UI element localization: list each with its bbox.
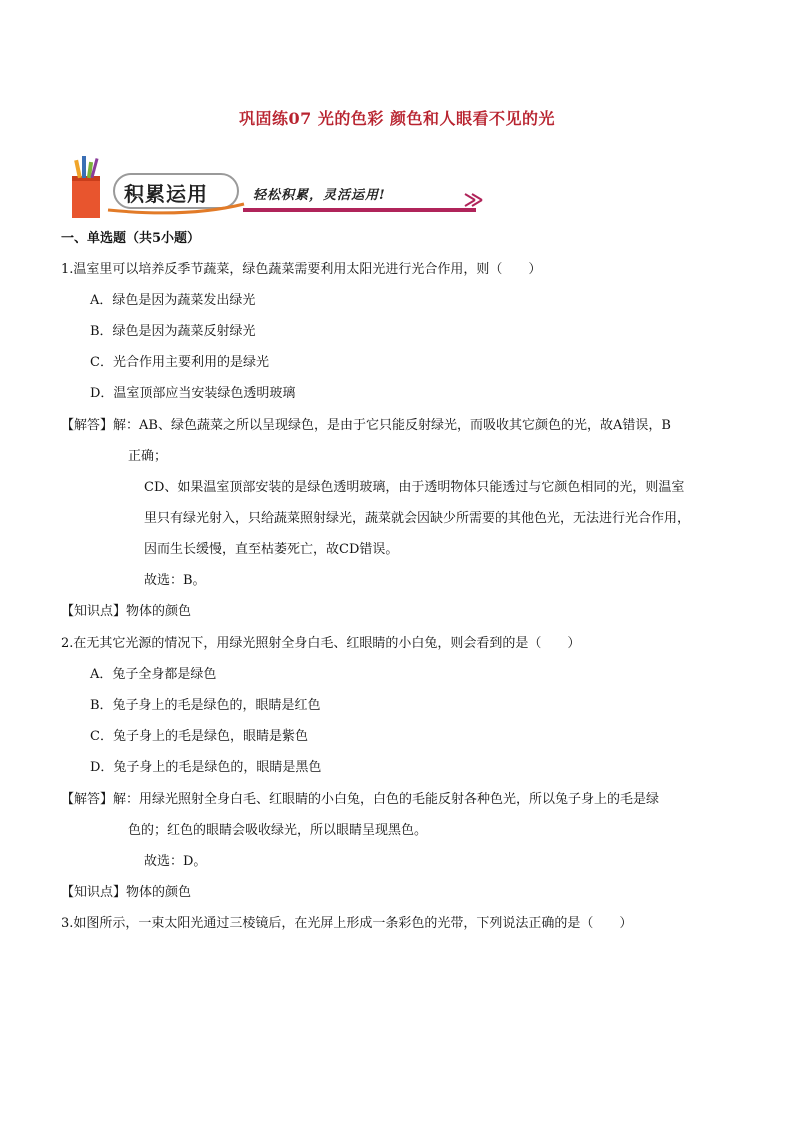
question-2-answer-line: 故选：D。: [144, 854, 207, 869]
question-1-knowledge: 【知识点】物体的颜色: [61, 604, 192, 619]
question-2-knowledge: 【知识点】物体的颜色: [61, 885, 192, 900]
question-1-option-c: C．光合作用主要利用的是绿光: [90, 355, 269, 370]
question-2-stem: 2.在无其它光源的情况下，用绿光照射全身白毛、红眼睛的小白兔，则会看到的是（ ）: [61, 636, 581, 651]
section-banner: [68, 154, 488, 224]
double-arrow-icon: [465, 194, 482, 206]
question-2-option-c: C．兔子身上的毛是绿色，眼睛是紫色: [90, 729, 308, 744]
banner-label: 积累运用: [124, 182, 208, 206]
pen-holder-icon: [72, 156, 100, 218]
question-1-answer-line: 因而生长缓慢，直至枯萎死亡，故CD错误。: [144, 542, 399, 557]
question-2-option-a: A．兔子全身都是绿色: [90, 667, 217, 682]
question-1-answer-line: 故选：B。: [144, 573, 206, 588]
banner-slogan: 轻松积累，灵活运用!: [253, 188, 386, 203]
question-1-option-d: D．温室顶部应当安装绿色透明玻璃: [90, 386, 296, 401]
section-heading: 一、单选题（共5小题）: [61, 231, 201, 246]
question-2-option-b: B．兔子身上的毛是绿色的，眼睛是红色: [90, 698, 321, 713]
page-title: 巩固练07 光的色彩 颜色和人眼看不见的光: [239, 109, 555, 128]
question-2-option-d: D．兔子身上的毛是绿色的，眼睛是黑色: [90, 760, 322, 775]
question-2-answer-line: 【解答】解：用绿光照射全身白毛、红眼睛的小白兔，白色的毛能反射各种色光，所以兔子身上的毛是绿: [61, 792, 660, 807]
question-1-answer-line: 里只有绿光射入，只给蔬菜照射绿光，蔬菜就会因缺少所需要的其他色光，无法进行光合作用，: [144, 511, 691, 526]
question-2-answer-line: 色的；红色的眼睛会吸收绿光，所以眼睛呈现黑色。: [128, 823, 428, 838]
question-1-answer-line: CD、如果温室顶部安装的是绿色透明玻璃，由于透明物体只能透过与它颜色相同的光，则温室: [144, 480, 685, 495]
question-1-option-b: B．绿色是因为蔬菜反射绿光: [90, 324, 256, 339]
question-1-answer-line: 正确；: [128, 449, 168, 464]
question-1-option-a: A．绿色是因为蔬菜发出绿光: [90, 293, 256, 308]
question-1-stem: 1.温室里可以培养反季节蔬菜，绿色蔬菜需要利用太阳光进行光合作用，则（ ）: [61, 262, 542, 277]
question-1-answer-line: 【解答】解：AB、绿色蔬菜之所以呈现绿色，是由于它只能反射绿光，而吸收其它颜色的光，故A错误，B: [61, 418, 671, 433]
question-3-stem: 3.如图所示，一束太阳光通过三棱镜后，在光屏上形成一条彩色的光带，下列说法正确的是（ ）: [61, 916, 633, 931]
